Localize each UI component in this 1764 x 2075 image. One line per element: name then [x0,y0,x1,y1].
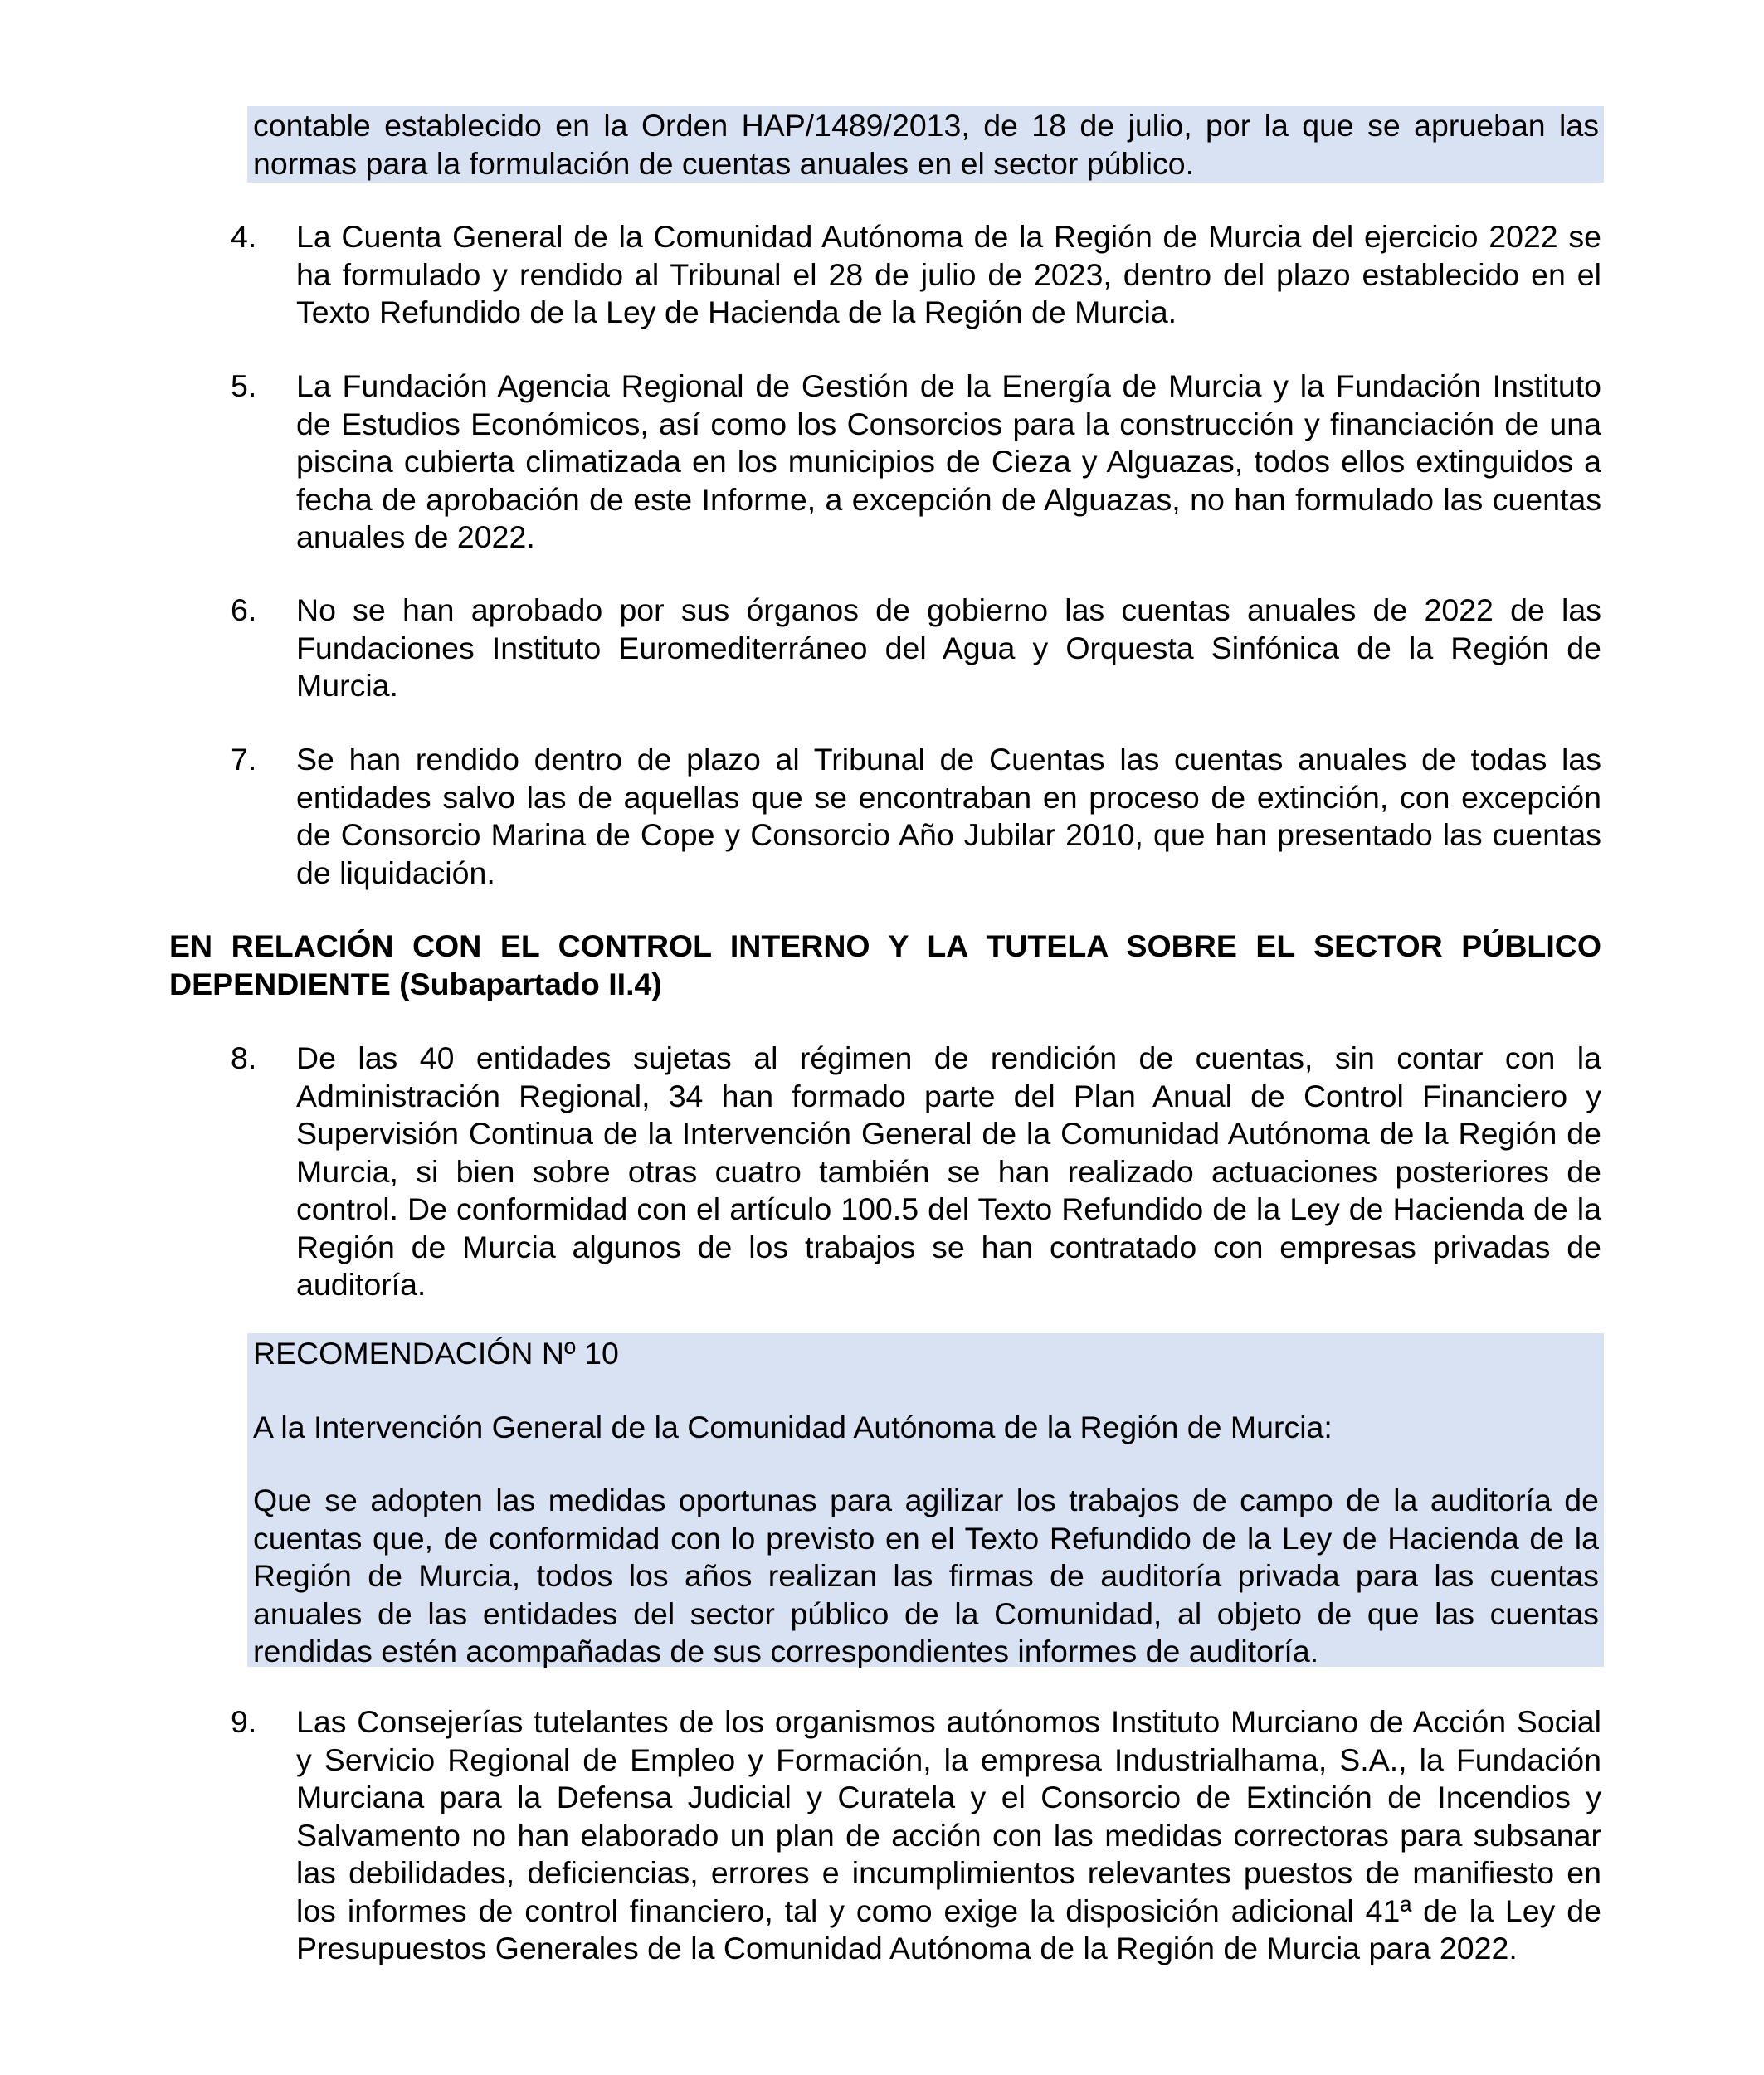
list-item-text: De las 40 entidades sujetas al régimen de rendición de cuentas, sin contar con la Administración Regional, 34 han formado parte del Plan Anual de Control Financiero y Supervisión Continua de la Intervención General de la Comunidad Autónoma de la Región de Murcia, si bien sobre otras cuatro también se han realizado actuaciones posteriores de control. De conformidad con el artículo 100.5 del Texto Refundido de la Ley de Hacienda de la Región de Murcia algunos de los trabajos se han contratado con empresas privadas de auditoría. [296,1040,1601,1302]
list-item-number: 5. [231,368,257,403]
recommendation-box [247,1333,1604,1667]
list-item-text: La Fundación Agencia Regional de Gestión de la Energía de Murcia y la Fundación Instituto de Estudios Económicos, así como los Consorcios para la construcción y financiación de una piscina cubierta climatizada en los municipios de Cieza y Alguazas, todos ellos extinguidos a fecha de aprobación de este Informe, a excepción de Alguazas, no han formulado las cuentas anuales de 2022. [296,368,1601,554]
list-item-number: 9. [231,1704,257,1739]
list-item-text: Las Consejerías tutelantes de los organismos autónomos Instituto Murciano de Acción Social y Servicio Regional de Empleo y Formación, la empresa Industrialhama, S.A., la Fundación Murciana para la Defensa Judicial y Curatela y el Consorcio de Extinción de Incendios y Salvamento no han elaborado un plan de acción con las medidas correctoras para subsanar las debilidades, deficiencias, errores e incumplimientos relevantes puestos de manifiesto en los informes de control financiero, tal y como exige la disposición adicional 41ª de la Ley de Presupuestos Generales de la Comunidad Autónoma de la Región de Murcia para 2022. [296,1704,1601,1965]
list-item-number: 6. [231,592,257,627]
recommendation-addressee: A la Intervención General de la Comunidad Autónoma de la Región de Murcia: [253,1409,1333,1444]
top-shaded-block [247,106,1604,183]
section-heading: EN RELACIÓN CON EL CONTROL INTERNO Y LA TUTELA SOBRE EL SECTOR PÚBLICO DEPENDIENTE (Subapartado II.4) [169,928,1601,1001]
list-item-text: No se han aprobado por sus órganos de gobierno las cuentas anuales de 2022 de las Fundaciones Instituto Euromediterráneo del Agua y Orquesta Sinfónica de la Región de Murcia. [296,592,1601,703]
recommendation-title: RECOMENDACIÓN Nº 10 [253,1336,619,1371]
list-item-number: 8. [231,1040,257,1075]
list-item-text: La Cuenta General de la Comunidad Autónoma de la Región de Murcia del ejercicio 2022 se ha formulado y rendido al Tribunal el 28 de julio de 2023, dentro del plazo establecido en el Texto Refundido de la Ley de Hacienda de la Región de Murcia. [296,219,1601,329]
top-shaded-paragraph: contable establecido en la Orden HAP/1489/2013, de 18 de julio, por la que se aprueban las normas para la formulación de cuentas anuales en el sector público. [253,108,1599,181]
recommendation-body: Que se adopten las medidas oportunas para agilizar los trabajos de campo de la auditoría de cuentas que, de conformidad con lo previsto en el Texto Refundido de la Ley de Hacienda de la Región de Murcia, todos los años realizan las firmas de auditoría privada para las cuentas anuales de las entidades del sector público de la Comunidad, al objeto de que las cuentas rendidas estén acompañadas de sus correspondientes informes de auditoría. [253,1483,1599,1668]
list-item-text: Se han rendido dentro de plazo al Tribunal de Cuentas las cuentas anuales de todas las entidades salvo las de aquellas que se encontraban en proceso de extinción, con excepción de Consorcio Marina de Cope y Consorcio Año Jubilar 2010, que han presentado las cuentas de liquidación. [296,742,1601,890]
list-item-number: 4. [231,219,257,254]
list-item-number: 7. [231,742,257,777]
